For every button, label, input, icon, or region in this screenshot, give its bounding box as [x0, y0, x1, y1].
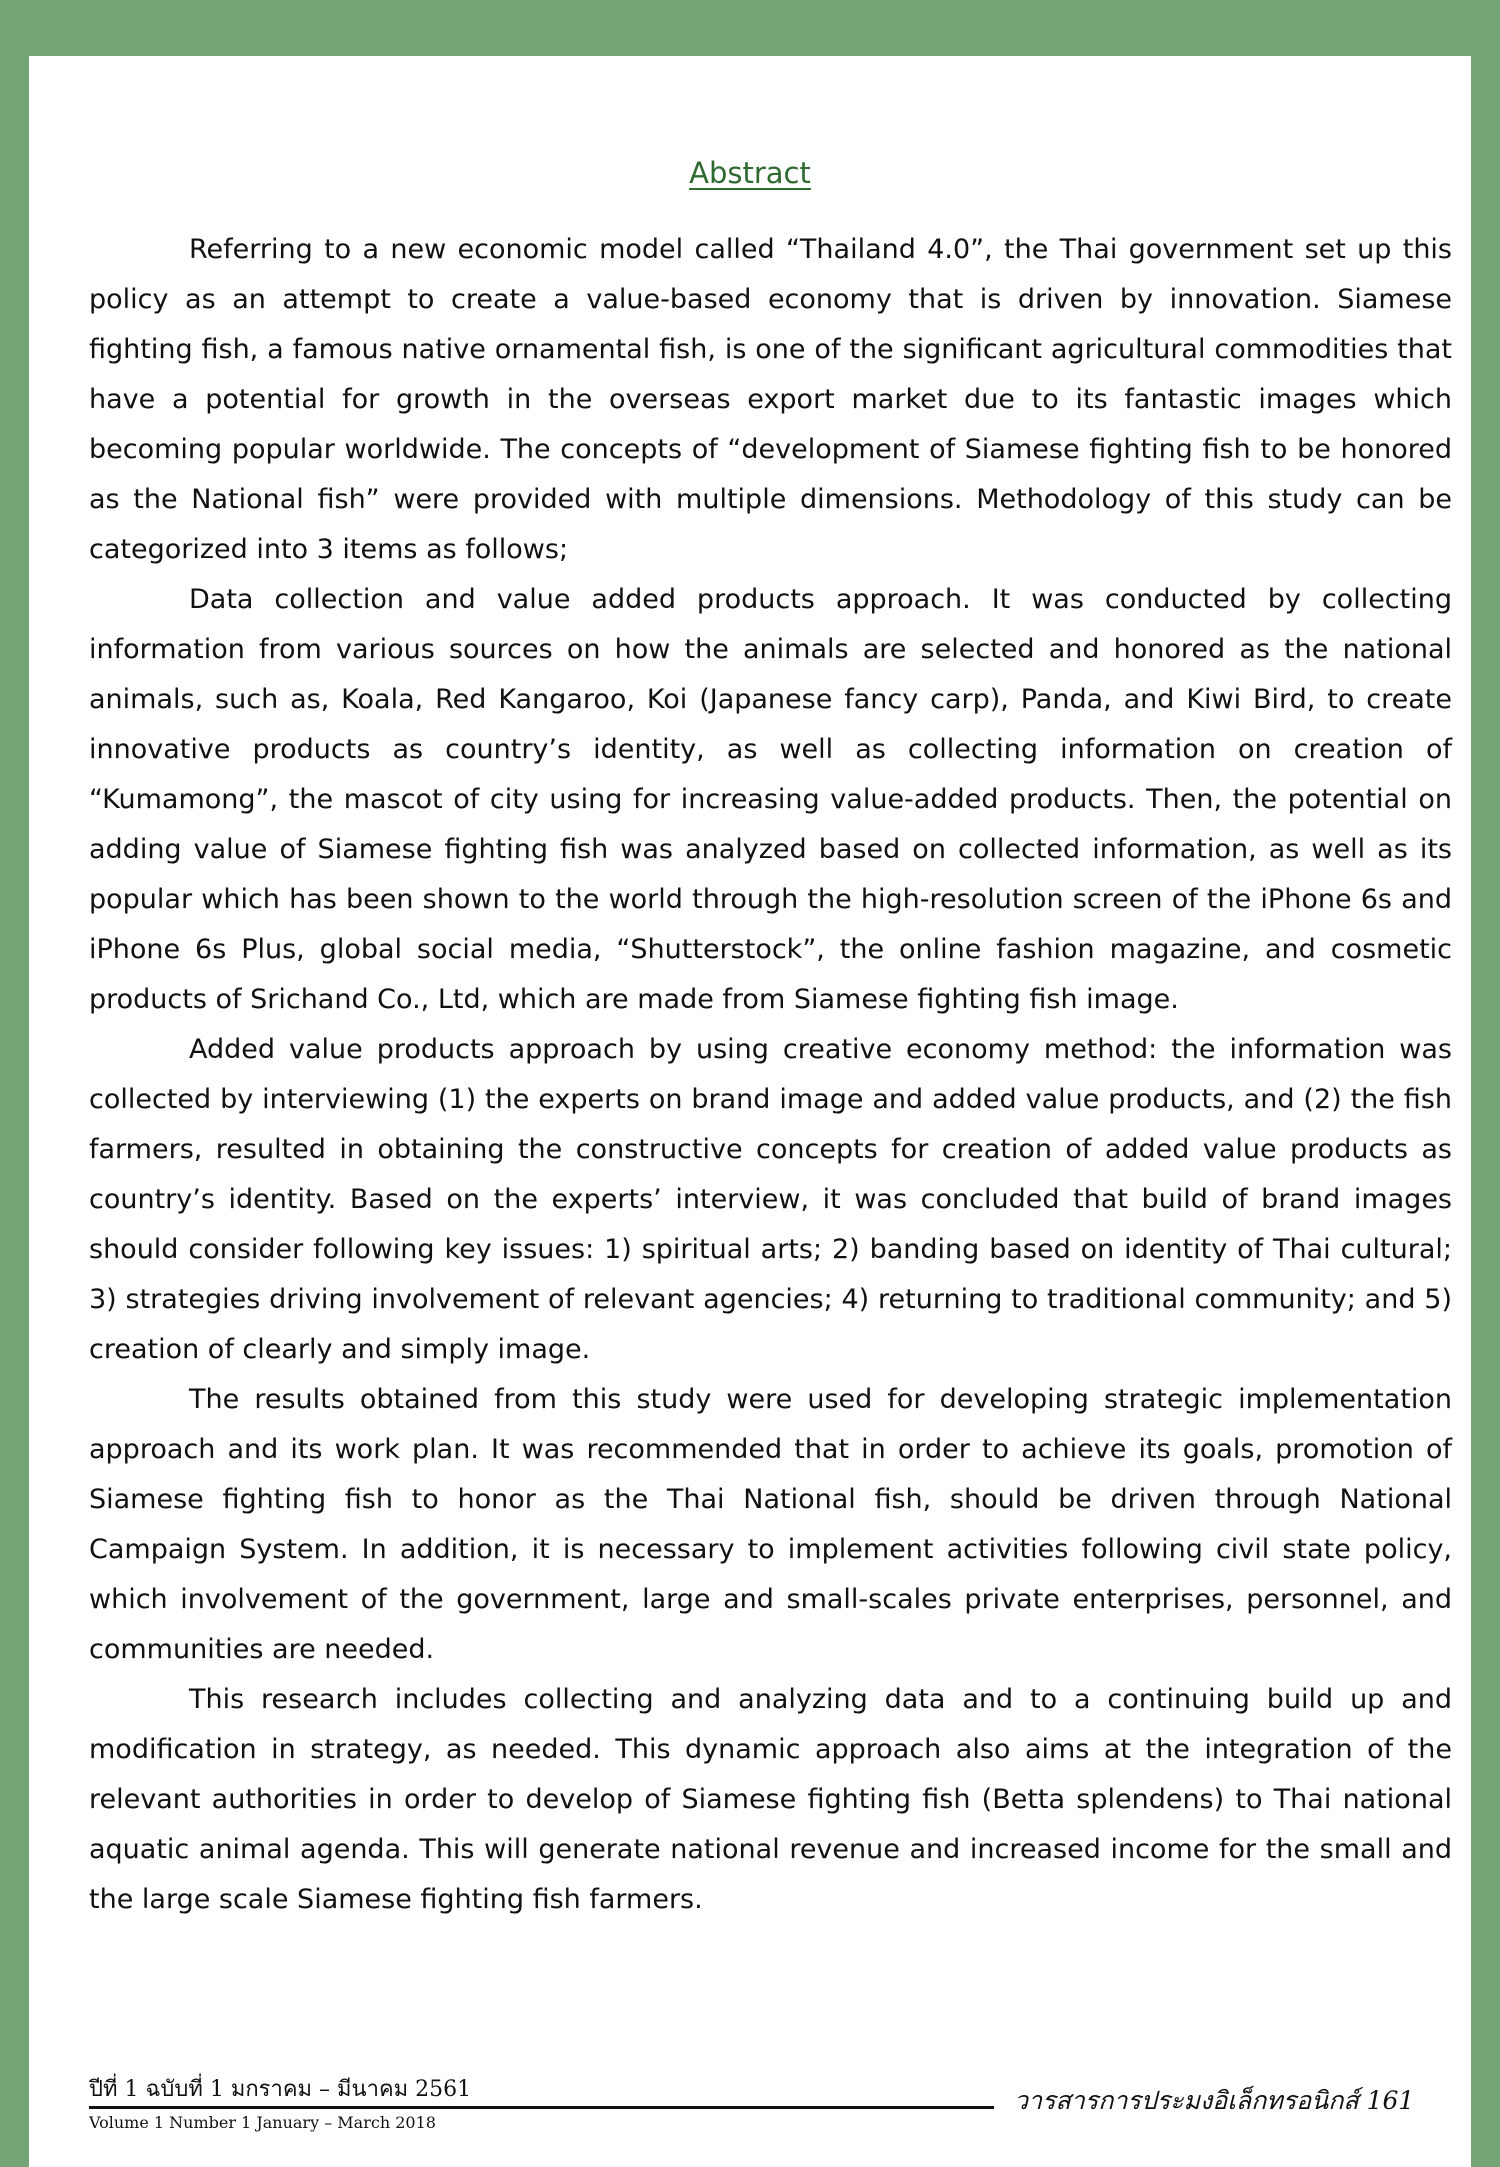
abstract-paragraph: Added value products approach by using creative economy method: the information was collected by interviewing (1) the experts on brand image and added value products, and (2) the fish farmers, resulted in obtaining the constructive concepts for creation of added value products as country’s identity. Based on the experts’ interview, it was concluded that build of brand images should consider following key issues: 1) spiritual arts; 2) banding based on identity of Thai cultural; 3) strategies driving involvement of relevant agencies; 4) returning to traditional community; and 5) creation of clearly and simply image.	[89, 1034, 1452, 1365]
footer-issue-info	[89, 2076, 471, 2134]
abstract-paragraph: Data collection and value added products approach. It was conducted by collecting information from various sources on how the animals are selected and honored as the national animals, such as, Koala, Red Kangaroo, Koi (Japanese fancy carp), Panda, and Kiwi Bird, to create innovative products as country’s identity, as well as collecting information on creation of “Kumamong”, the mascot of city using for increasing value-added products. Then, the potential on adding value of Siamese fighting fish was analyzed based on collected information, as well as its popular which has been shown to the world through the high-resolution screen of the iPhone 6s and iPhone 6s Plus, global social media, “Shutterstock”, the online fashion magazine, and cosmetic products of Srichand Co., Ltd, which are made from Siamese fighting fish image.	[89, 584, 1452, 1015]
footer-thai-issue: ปีที่ 1 ฉบับที่ 1 มกราคม – มีนาคม 2561	[89, 2077, 472, 2102]
footer-english-issue: Volume 1 Number 1 January – March 2018	[89, 2113, 436, 2132]
abstract-title: Abstract	[689, 156, 811, 190]
page	[29, 56, 1471, 2167]
abstract-paragraph: Referring to a new economic model called “Thailand 4.0”, the Thai government set up this policy as an attempt to create a value-based economy that is driven by innovation. Siamese fighting fish, a famous native ornamental fish, is one of the significant agricultural commodities that have a potential for growth in the overseas export market due to its fantastic images which becoming popular worldwide. The concepts of “development of Siamese fighting fish to be honored as the National fish” were provided with multiple dimensions. Methodology of this study can be categorized into 3 items as follows;	[89, 234, 1452, 565]
footer-divider	[89, 2106, 994, 2109]
abstract-body	[89, 225, 1452, 1925]
abstract-paragraph: This research includes collecting and analyzing data and to a continuing build up and modification in strategy, as needed. This dynamic approach also aims at the integration of the relevant authorities in order to develop of Siamese fighting fish (Betta splendens) to Thai national aquatic animal agenda. This will generate national revenue and increased income for the small and the large scale Siamese fighting fish farmers.	[89, 1684, 1452, 1915]
footer-journal-page: วารสารการประมงอิเล็กทรอนิกส์ 161	[1014, 2086, 1415, 2115]
abstract-paragraph: The results obtained from this study were used for developing strategic implementation approach and its work plan. It was recommended that in order to achieve its goals, promotion of Siamese fighting fish to honor as the Thai National fish, should be driven through National Campaign System. In addition, it is necessary to implement activities following civil state policy, which involvement of the government, large and small-scales private enterprises, personnel, and communities are needed.	[89, 1384, 1452, 1665]
